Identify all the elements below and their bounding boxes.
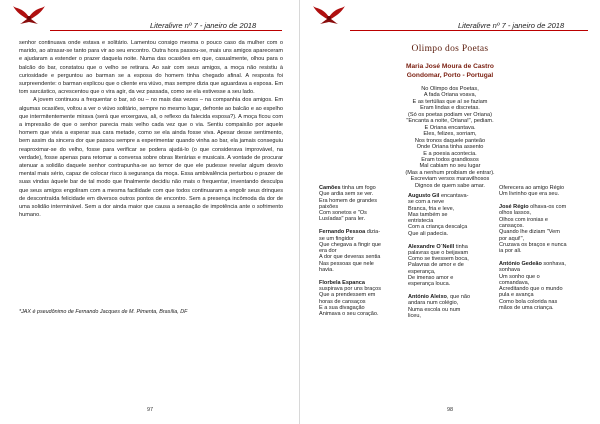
stanza-text: Olhos com ironias e: [499, 216, 549, 223]
stanza-text: Era homem de grandes: [319, 197, 377, 204]
stanza-text: Quando lhe diziam "Vem: [499, 229, 560, 236]
poem-line: Nos tronos daquele panteão: [414, 137, 486, 144]
stanza-text: Que a prendessem em: [319, 292, 376, 299]
poem-line: E a poesia acontecia.: [423, 150, 477, 157]
poem-line: E as tertúlias que aí se faziam: [412, 98, 488, 105]
stanza-line: [319, 267, 405, 273]
poet-name: Alexandre O´Neill: [408, 243, 455, 250]
winged-emblem-logo: [312, 3, 346, 27]
stanza-text: Com sonetos e "Os: [319, 210, 367, 217]
stanza-text: suspirava por uns braços: [319, 286, 381, 293]
stanza-text: havia.: [319, 267, 334, 274]
stanza-text: Um livrinho que era seu.: [499, 191, 560, 198]
stanza-text: Que ali padecia.: [408, 230, 449, 237]
stanza-text: Que chegava a fingir que: [319, 241, 381, 248]
stanza-text: se um fingidor: [319, 235, 354, 242]
stanza-text: era dor: [319, 248, 337, 255]
poem-column-1: [319, 185, 405, 324]
stanza-line: [319, 216, 405, 222]
poem-stanza: [300, 86, 600, 189]
stanza-text: , que não: [446, 294, 471, 301]
poem-line: Mal cabiam no seu lugar: [419, 163, 481, 170]
poem-line: No Olimpo dos Poetas,: [421, 86, 479, 92]
stanza-text: olhava-os com: [528, 204, 567, 211]
stanza-text: pula e avança: [499, 292, 534, 299]
stanza-text: ia por ali.: [499, 248, 522, 255]
poet-name: Fernando Pessoa: [319, 229, 366, 236]
stanza-text: sonhava,: [541, 260, 566, 267]
stanza-text: entristecia: [408, 218, 434, 225]
poem-line: (Mas a nenhum proibiam de entrar).: [405, 169, 495, 176]
stanza-text: horas de cansaços: [319, 298, 366, 305]
stanza-text: Como bola colorida nas: [499, 298, 558, 305]
stanza-text: dizia-: [365, 229, 381, 236]
stanza-line: [408, 231, 496, 237]
poet-stanza: [499, 185, 587, 198]
stanza-text: Numa escola ou num: [408, 306, 461, 313]
stanza-text: por aqui!",: [499, 235, 525, 242]
stanza-text: Como se tivessem boca,: [408, 256, 469, 263]
stanza-line: [499, 305, 587, 311]
poet-stanza: [408, 294, 496, 319]
stanza-text: olhos lassos,: [499, 210, 532, 217]
stanza-line: [499, 191, 587, 197]
poet-name: José Régio: [499, 204, 529, 211]
poet-name: Camões: [319, 185, 341, 191]
poem-line: Eles, felizes, sorriam,: [423, 131, 477, 138]
poem-column-2: [408, 193, 496, 326]
poem-author: [300, 62, 600, 80]
stanza-text: esperança louca.: [408, 281, 451, 288]
stanza-text: Mas também se: [408, 211, 448, 218]
stanza-text: De imenso amor e: [408, 275, 454, 282]
stanza-text: Lusíadas" para ler.: [319, 216, 366, 223]
running-header: Literalivre nº 7 - janeiro de 2018: [150, 21, 257, 30]
article-body: [19, 39, 283, 219]
poem-title: Olimpo dos Poetas: [411, 44, 489, 54]
stanza-text: se com a neve: [408, 199, 445, 206]
author-footnote: *JAX é pseudônimo de Fernando Jacques de M. Pimenta, Brasília, DF: [19, 309, 188, 315]
stanza-text: Palavras de amor e de: [408, 262, 464, 269]
poet-name: Florbela Espanca: [319, 279, 365, 286]
stanza-text: paixões: [319, 203, 339, 210]
stanza-text: mãos de uma criança.: [499, 305, 554, 312]
stanza-line: [319, 311, 405, 317]
poem-line: "Encanta a noite, Oriana!", pediam.: [406, 118, 494, 125]
stanza-text: sonhava: [499, 267, 520, 274]
stanza-text: tinha um fogo: [340, 185, 376, 191]
poem-line: Escreviam versos maravilhosos: [410, 176, 490, 183]
stanza-text: esperança,: [408, 268, 436, 275]
header-rule: [50, 30, 282, 31]
poem-line: E Oriana encantava.: [424, 124, 476, 131]
poet-stanza: [319, 229, 405, 273]
poem-line: Onde Oriana tinha assento: [416, 144, 484, 151]
header-rule: [350, 30, 588, 31]
poem-line: Eram lindas e discretas.: [420, 105, 480, 112]
poem-line: Eram todos grandiosos: [421, 156, 479, 163]
poet-stanza: [408, 244, 496, 288]
stanza-text: andara num colégio,: [408, 300, 459, 307]
stanza-text: Acreditando que o mundo: [499, 286, 563, 293]
stanza-text: Nas pessoas que nele: [319, 260, 374, 267]
poem-column-3: [499, 185, 587, 318]
stanza-text: A dor que deveras sentia: [319, 254, 381, 261]
poet-stanza: [499, 261, 587, 311]
poem-line: (Só os poetas podiam ver Oriana): [408, 111, 492, 118]
poem-line: Dignos de quem sabe amar.: [415, 182, 485, 189]
poet-name: Augusto Gil: [408, 193, 440, 199]
winged-emblem-logo: [12, 3, 46, 27]
stanza-text: E a sua divagação: [319, 305, 365, 312]
stanza-text: Oferecera ao amigo Régio: [499, 185, 565, 191]
stanza-text: Branca, fria e leve,: [408, 205, 455, 212]
stanza-text: liceu,: [408, 313, 421, 320]
poet-name: António Aleixo: [408, 294, 447, 301]
page-number: 98: [446, 407, 454, 413]
stanza-line: [408, 281, 496, 287]
running-header: Literalivre nº 7 - janeiro de 2018: [458, 21, 565, 30]
stanza-line: [499, 248, 587, 254]
page-number: 97: [146, 407, 154, 413]
stanza-line: [408, 313, 496, 319]
stanza-text: Animava o seu coração.: [319, 311, 379, 318]
stanza-text: Com a criança descalça: [408, 224, 468, 231]
stanza-text: Cruzava os braços e nunca: [499, 241, 567, 248]
paragraph: senhor continuava onde estava e solitário. Lamentou consigo mesma o pouco caso da mulher com o marido, ao atrasar-se tanto para vir ao seu encontro. Outra hora passou-se, mais uns amigos apareceram e ajudaram a estender o prazer daquela noite. Numa das ocasiões em que, casualmente, olhou para o balcão do bar, constatou que o velho se retirara. Ao sair com seus amigos, a moça não resistiu à curiosidade e perguntou ao barman se a esposa do homem tinha chegado afinal. A resposta foi surpreendente: o barman explicou que o cliente era viúvo, mas sempre dizia que aguardava a esposa. Em tom sarcástico, acrescentou que o vira agir, da vez passada, como se ela estivesse a seu lado.: [19, 40, 283, 96]
poet-stanza: [499, 204, 587, 254]
author-name: Maria José Moura de Castro: [406, 63, 494, 70]
right-page: [300, 0, 600, 424]
poem-line: A fada Oriana voava,: [423, 92, 477, 99]
poet-stanza: [408, 193, 496, 237]
stanza-text: comandava,: [499, 279, 530, 286]
stanza-text: Um sonho que o: [499, 273, 540, 280]
stanza-text: palavras que o beijavam: [408, 249, 469, 256]
author-location: Gondomar, Porto - Portugal: [406, 72, 494, 79]
poet-name: António Gedeão: [499, 260, 542, 267]
stanza-text: encantava-: [439, 193, 469, 199]
stanza-text: cansaços.: [499, 222, 524, 229]
paragraph: A jovem continuou a frequentar o bar, só ou – no mais das vezes – na companhia dos amigos. Em algumas ocasiões, voltou a ver o viúvo solitário, sempre no mesmo lugar, defronte ao balcão e ao espelho que intermitentemente mirava (será que enxergava, ali, o reflexo da falecida esposa?). A moça ficou com a impressão de que o senhor parecia mais velho cada vez que o via. Sentiu compaixão por aquele homem que vivia a esperar sua cara metade, como se ela ainda fosse viva. Apesar desse sentimento, bem assim da sincera dor que passou sempre a experimentar quando vinha ao bar, ela jamais conseguiu reaproximar-se do velho, fosse para verificar se podera ajudá-lo (o que considerava improvável, na verdade), fosse apenas para retomar a conversa sobre obras literárias e musicais. A vontade de procurar atenuar a solidão daquele senhor contrapunha-se ao temor de que ele pudesse revelar algum desvio mental mais sério, capaz de colocar risco à segurança da moça. Essa ambivalência perturbou o prazer de suas vindas àquele bar de tal modo que finalmente decidiu não mais o frequentar, inventando desculpa que seus amigos engoliram com a mesma facilidade com que todos continuaram a engolir seus drinques de descontraída felicidade em diversos outros pontos de encontro. Sem a presença incômoda da dor de uma solidão interminável. Sem a dor ainda maior que causa a sensação de impotência ante o sofrimento humano.: [19, 97, 283, 219]
stanza-text: tinha: [454, 243, 468, 250]
stanza-text: Que ardia sem se ver.: [319, 191, 374, 198]
poet-stanza: [319, 280, 405, 318]
poet-stanza: [319, 185, 405, 223]
